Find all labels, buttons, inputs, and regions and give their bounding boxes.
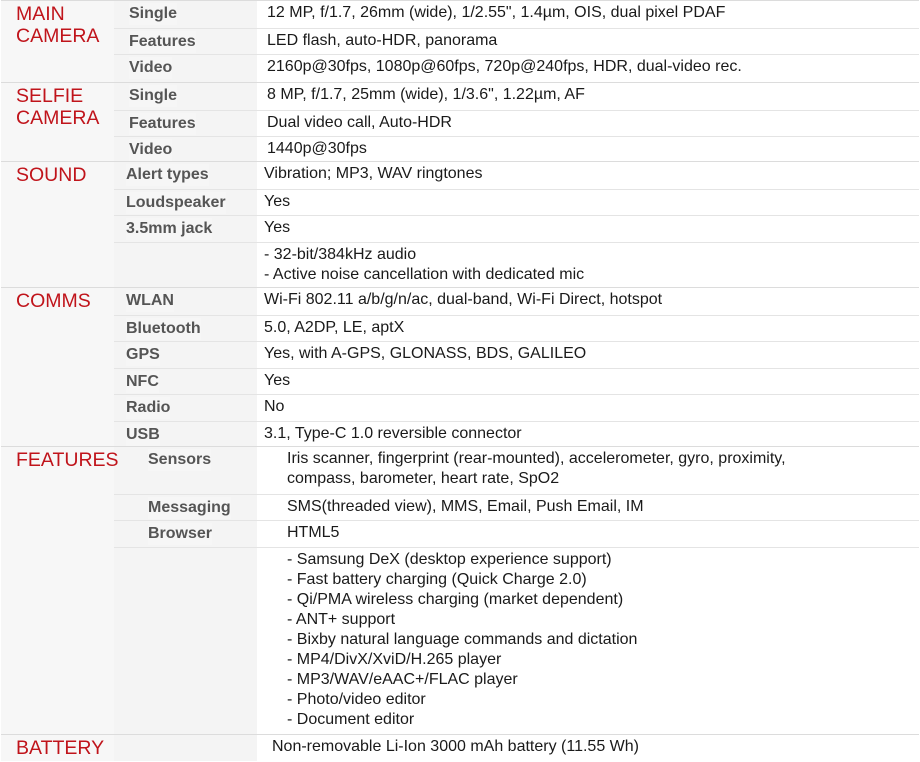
spec-row — [114, 136, 919, 163]
spec-row — [114, 110, 919, 137]
spec-label: Alert types — [126, 164, 209, 186]
spec-label: Video — [129, 139, 172, 161]
section-title: MAIN CAMERA — [16, 3, 100, 47]
spec-row — [114, 421, 919, 448]
spec-label: GPS — [126, 344, 160, 366]
spec-row — [114, 368, 919, 395]
section-sound — [1, 161, 919, 288]
spec-row — [114, 315, 919, 342]
spec-value: Yes — [264, 193, 291, 210]
spec-value: 2160p@30fps, 1080p@60fps, 720p@240fps, HDR, dual-video rec. — [267, 58, 742, 75]
spec-value: Vibration; MP3, WAV ringtones — [264, 165, 483, 182]
section-comms — [1, 287, 919, 447]
spec-label: Single — [129, 3, 177, 25]
spec-label: Bluetooth — [126, 318, 201, 340]
spec-label: Loudspeaker — [126, 192, 226, 214]
spec-row — [114, 494, 919, 521]
spec-value: Yes — [264, 372, 291, 389]
spec-value: - 32-bit/384kHz audio - Active noise cancellation with dedicated mic — [264, 246, 585, 283]
spec-label: WLAN — [126, 290, 174, 312]
spec-row — [114, 162, 919, 188]
spec-value: No — [264, 398, 285, 415]
spec-row — [114, 341, 919, 368]
spec-value: 12 MP, f/1.7, 26mm (wide), 1/2.55", 1.4µm, OIS, dual pixel PDAF — [267, 4, 726, 21]
section-title: COMMS — [16, 290, 91, 312]
spec-label: Video — [129, 57, 172, 79]
spec-label: USB — [126, 424, 160, 446]
spec-row — [114, 189, 919, 216]
spec-label: Browser — [148, 523, 212, 545]
section-title: FEATURES — [16, 449, 119, 471]
spec-value: Non-removable Li-Ion 3000 mAh battery (11.55 Wh) — [272, 738, 639, 755]
spec-label: Sensors — [148, 449, 211, 471]
spec-value: 5.0, A2DP, LE, aptX — [264, 319, 405, 336]
section-features — [1, 446, 919, 735]
spec-value: Yes, with A-GPS, GLONASS, BDS, GALILEO — [264, 345, 587, 362]
section-title: SELFIE CAMERA — [16, 85, 100, 129]
spec-label: 3.5mm jack — [126, 218, 212, 240]
section-title: BATTERY — [16, 737, 105, 759]
spec-value: SMS(threaded view), MMS, Email, Push Email, IM — [287, 498, 644, 515]
spec-table — [1, 0, 919, 761]
spec-value: Dual video call, Auto-HDR — [267, 114, 452, 131]
section-main-camera — [1, 0, 919, 83]
spec-row — [114, 28, 919, 55]
spec-row — [114, 54, 919, 83]
spec-label: Messaging — [148, 497, 231, 519]
spec-row — [114, 394, 919, 421]
section-battery — [1, 734, 919, 762]
spec-row — [114, 242, 919, 289]
spec-row — [114, 520, 919, 548]
spec-label: Single — [129, 85, 177, 107]
section-title: SOUND — [16, 164, 87, 186]
spec-row — [114, 288, 919, 314]
spec-row — [114, 735, 919, 762]
spec-label: Features — [129, 31, 196, 53]
spec-value: HTML5 — [287, 524, 340, 541]
spec-row — [114, 215, 919, 242]
spec-row — [114, 447, 919, 493]
spec-value: 8 MP, f/1.7, 25mm (wide), 1/3.6", 1.22µm, AF — [267, 86, 585, 103]
spec-value: Wi-Fi 802.11 a/b/g/n/ac, dual-band, Wi-Fi Direct, hotspot — [264, 291, 663, 308]
spec-value: 1440p@30fps — [267, 140, 367, 157]
spec-value: Iris scanner, fingerprint (rear-mounted), accelerometer, gyro, proximity, compass, barometer, heart rate, SpO2 — [287, 450, 786, 487]
spec-value: Yes — [264, 219, 291, 236]
spec-value: 3.1, Type-C 1.0 reversible connector — [264, 425, 522, 442]
spec-row — [114, 1, 919, 27]
spec-label: Features — [129, 113, 196, 135]
spec-value: LED flash, auto-HDR, panorama — [267, 32, 498, 49]
spec-value: - Samsung DeX (desktop experience support) - Fast battery charging (Quick Charge 2.0) - Qi/PMA wireless charging (market dependent) - ANT+ support - Bixby natural language commands and dictation - MP4/DivX/XviD/H.265 player - MP3/WAV/eAAC+/FLAC player - Photo/video editor - Document editor — [287, 551, 638, 728]
spec-label: NFC — [126, 371, 159, 393]
spec-row — [114, 547, 919, 736]
section-selfie-camera — [1, 82, 919, 162]
spec-row — [114, 83, 919, 109]
spec-label: Radio — [126, 397, 170, 419]
